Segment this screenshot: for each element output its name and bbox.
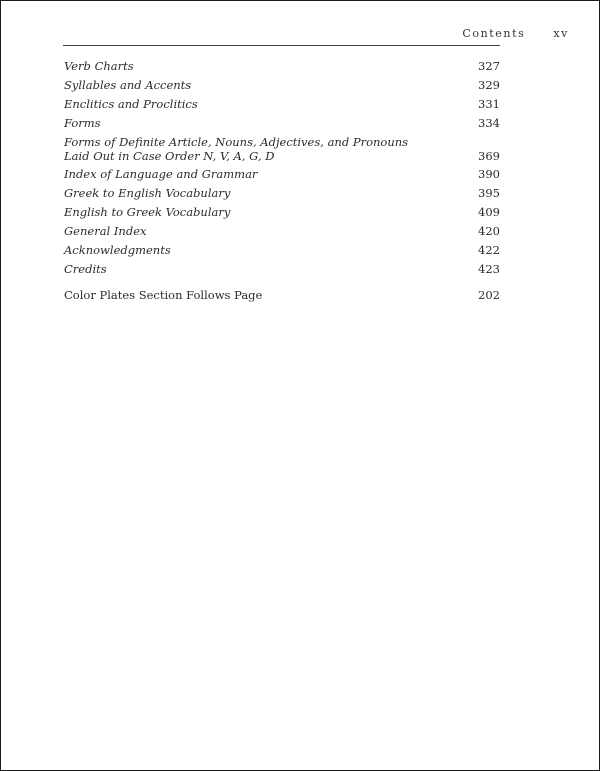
toc-entry-acknowledgments — [64, 243, 500, 257]
toc-entry-syllables-and-accents — [64, 78, 500, 92]
toc-entry-page: 390 — [478, 167, 500, 181]
toc-entry-page: 422 — [478, 243, 500, 257]
toc-entry-page: 369 — [478, 149, 500, 163]
toc-entry-title: Verb Charts — [64, 59, 134, 73]
toc-entry-page: 423 — [478, 262, 500, 276]
toc-entry-color-plates-note — [64, 288, 500, 302]
toc-entry-title: Forms — [64, 116, 101, 130]
toc-entry-title: Index of Language and Grammar — [64, 167, 258, 181]
header-rule — [63, 45, 500, 46]
toc-entry-title: Acknowledgments — [64, 243, 171, 257]
toc-entry-general-index — [64, 224, 500, 238]
toc-entry-title: Syllables and Accents — [64, 78, 192, 92]
toc-entry-index-of-language — [64, 167, 500, 181]
toc-entry-page: 331 — [478, 97, 500, 111]
toc-entry-greek-to-english — [64, 186, 500, 200]
toc-entry-title: Forms of Definite Article, Nouns, Adjectives, and Pronouns Laid Out in Case Order N, V, A, G, D — [64, 135, 409, 163]
toc-entry-title: Color Plates Section Follows Page — [64, 288, 263, 302]
toc-entry-title: English to Greek Vocabulary — [64, 205, 231, 219]
toc-entry-title: Credits — [64, 262, 107, 276]
toc-entry-forms-case-order — [64, 135, 500, 163]
toc-entry-title: Enclitics and Proclitics — [64, 97, 198, 111]
toc-entry-page: 327 — [478, 59, 500, 73]
toc-entry-verb-charts — [64, 59, 500, 73]
toc-entry-page: 202 — [478, 288, 500, 302]
running-head — [462, 27, 569, 40]
toc-entry-english-to-greek — [64, 205, 500, 219]
toc-entry-credits — [64, 262, 500, 276]
toc-entry-title: General Index — [64, 224, 147, 238]
toc-entry-page: 395 — [478, 186, 500, 200]
toc-entry-page: 409 — [478, 205, 500, 219]
toc-entry-page: 329 — [478, 78, 500, 92]
running-head-section: Contents — [462, 27, 526, 40]
toc-entry-enclitics-and-proclitics — [64, 97, 500, 111]
toc-entry-title: Greek to English Vocabulary — [64, 186, 231, 200]
toc-entry-page: 420 — [478, 224, 500, 238]
toc-entry-page: 334 — [478, 116, 500, 130]
page-folio: xv — [553, 27, 569, 40]
toc-entry-forms — [64, 116, 500, 130]
